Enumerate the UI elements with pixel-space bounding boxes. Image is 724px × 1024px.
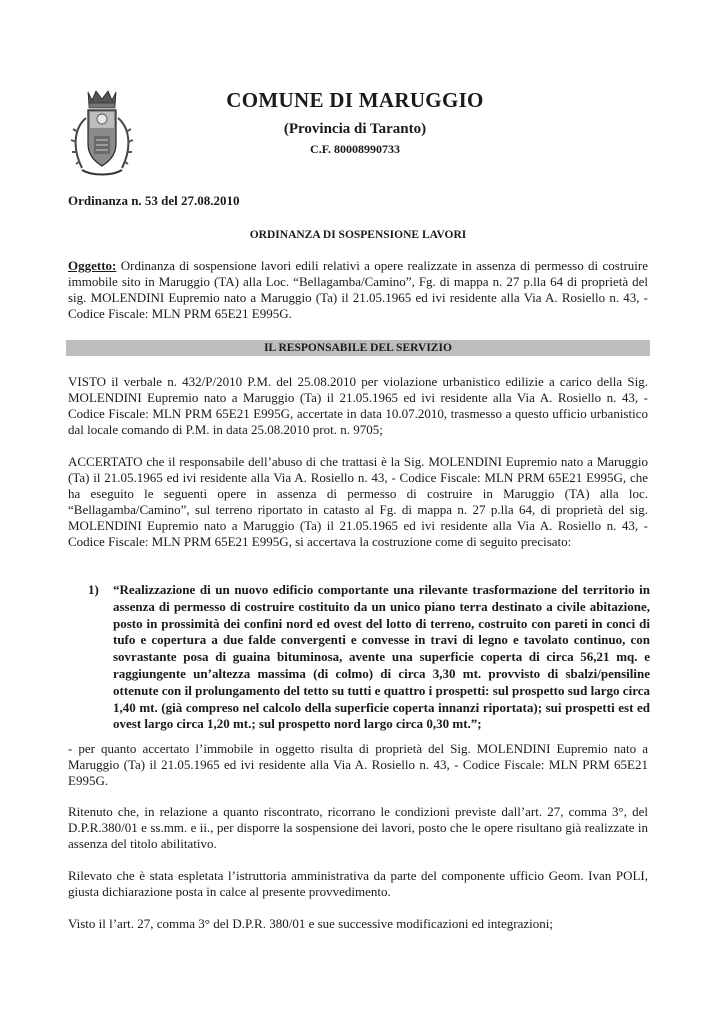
- ordinance-number: Ordinanza n. 53 del 27.08.2010: [68, 193, 240, 208]
- document-title: ORDINANZA DI SOSPENSIONE LAVORI: [249, 229, 467, 241]
- accertato-paragraph: ACCERTATO che il responsabile dell’abuso di che trattasi è la Sig. MOLENDINI Eupremio nato a Maruggio (Ta) il 21.05.1965 ed ivi residente alla Via A. Rosiello n. 43, - Codice Fiscale: MLN PRM 65E21 E995G, che ha eseguito le seguenti opere in assenza di permesso di costruire in Maruggio (TA) alla loc. “Bellagamba/Camino”, sul terreno riportato in catasto al Fg. di mappa n. 27 p.lla 64, di proprietà del sig. MOLENDINI Eupremio nato a Maruggio (Ta) il 21.05.1965 ed ivi residente alla Via A. Rosiello n. 43, - Codice Fiscale: MLN PRM 65E21 E995G, si accertava la costruzione come di seguito precisato:: [68, 454, 648, 549]
- visto-paragraph: VISTO il verbale n. 432/P/2010 P.M. del 25.08.2010 per violazione urbanistico edilizie a carico della Sig. MOLENDINI Eupremio nato a Maruggio (Ta) il 21.05.1965 ed ivi residente alla Via A. Rosiello n. 43, - Codice Fiscale: MLN PRM 65E21 E995G, accertate in data 10.07.2010, trasmesso a questo ufficio urbanistico dal locale comando di P.M. in data 25.08.2010 prot. n. 9705;: [68, 374, 648, 437]
- province-subtitle: (Provincia di Taranto): [283, 121, 427, 137]
- subject-label: Oggetto:: [68, 258, 117, 273]
- rilevato-paragraph: Rilevato che è stata espletata l’istruttoria amministrativa da parte del componente ufficio Geom. Ivan POLI, giusta dichiarazione posta in calce al presente provvedimento.: [68, 868, 648, 899]
- letterhead: [190, 86, 520, 158]
- section-heading: IL RESPONSABILE DEL SERVIZIO: [66, 340, 650, 356]
- tax-code: C.F. 80008990733: [310, 142, 400, 156]
- subject-text: Ordinanza di sospensione lavori edili relativi a opere realizzate in assenza di permesso di costruire immobile sito in Maruggio (TA) alla Loc. “Bellagamba/Camino”, Fg. di mappa n. 27 p.lla 64 di proprietà del sig. MOLENDINI Eupremio nato a Maruggio (Ta) il 21.05.1965 ed ivi residente alla Via A. Rosiello n. 43, - Codice Fiscale: MLN PRM 65E21 E995G.: [68, 258, 648, 321]
- ownership-paragraph: - per quanto accertato l’immobile in oggetto risulta di proprietà del Sig. MOLENDINI Eupremio nato a Maruggio (Ta) il 21.05.1965 ed ivi residente alla Via A. Rosiello n. 43, - Codice Fiscale: MLN PRM 65E21 E995G.: [68, 741, 648, 788]
- ritenuto-paragraph: Ritenuto che, in relazione a quanto riscontrato, ricorrano le condizioni previste dall’art. 27, comma 3°, del D.P.R.380/01 e ss.mm. e ii., per disporre la sospensione dei lavori, posto che le opere risultano già realizzate in assenza del titolo abilitativo.: [68, 804, 648, 851]
- list-item-text: “Realizzazione di un nuovo edificio comportante una rilevante trasformazione del territorio in assenza di permesso di costruire costituito da un unico piano terra destinato a civile abitazione, posto in prossimità dei confini nord ed ovest del lotto di terreno, costruito con pareti in conci di tufo e copertura a due falde convergenti e convesse in travi di legno e tavolato continuo, con sovrastante posa di guaina bituminosa, avente una superficie coperta di circa 56,21 mq. e raggiungente un’altezza massima (di colmo) di circa 3,30 mt. provvisto di sbalzi/pensiline ottenute con il prolungamento del tetto su tutti e quattro i prospetti: sul prospetto sud largo circa 1,40 mt. (già compreso nel calcolo della superficie coperta innanzi riportata); sui prospetti est ed ovest largo circa 1,20 mt.; sul prospetto nord largo circa 0,30 mt.”;: [113, 582, 650, 732]
- municipality-title: COMUNE DI MARUGGIO: [226, 88, 484, 112]
- list-item-number: 1): [88, 582, 99, 597]
- visto-art-paragraph: Visto il l’art. 27, comma 3° del D.P.R. 380/01 e sue successive modificazioni ed integrazioni;: [68, 916, 553, 931]
- municipal-coat-of-arms-icon: [68, 88, 136, 180]
- list-item: [88, 582, 650, 733]
- subject-paragraph: [68, 258, 648, 322]
